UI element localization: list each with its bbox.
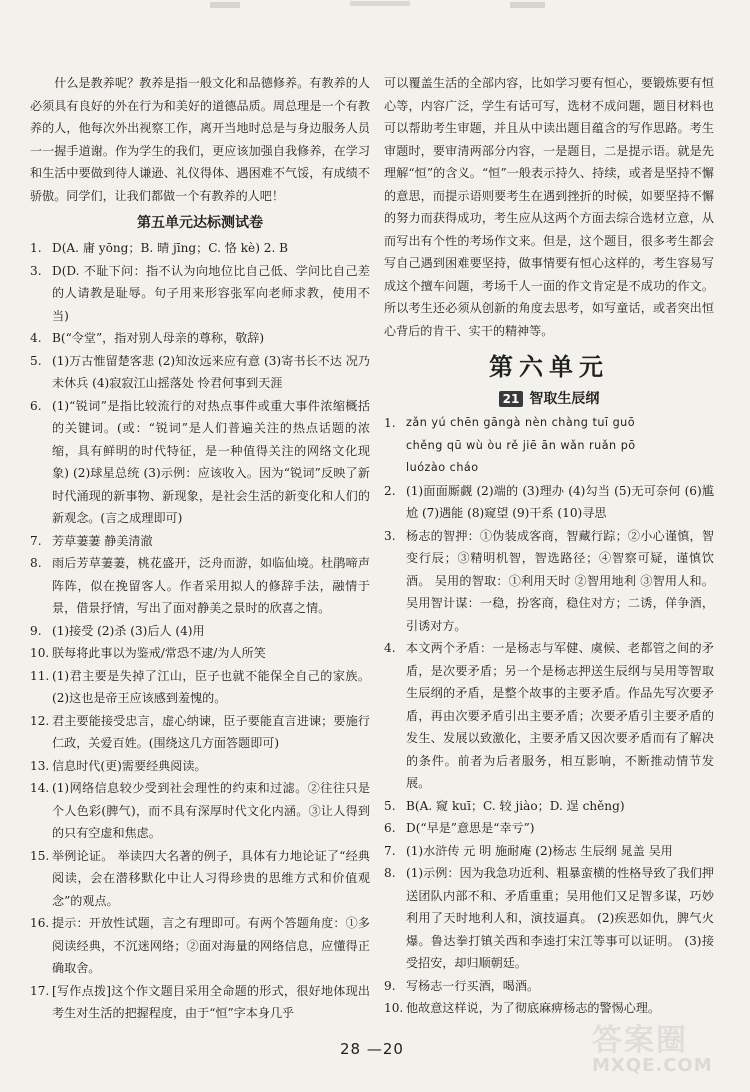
item-number: 10. — [384, 1001, 404, 1015]
item-text: 芳草萋萋 静美清澈 — [52, 533, 153, 548]
list-item — [384, 637, 714, 795]
list-item — [384, 412, 714, 480]
item-text: (1)网络信息较少受到社会理性的约束和过滤。②往往只是个人色彩(脾气)，而不具有深厚时代文化内涵。③让人得到的只有空虚和焦虑。 — [52, 781, 370, 840]
essay-conclusion: 什么是教养呢？教养是指一般文化和品德修养。有教养的人必须具有良好的外在行为和美好的道德品质。周总理是一个有教养的人，他每次外出视察工作，离开当地时总是与身边服务人员一一握手道谢。作为学生的我们，更应该加强自我修养，在学习和生活中要做到待人谦逊、礼仪得体、遇困难不气馁，有成绩不骄傲。同学们，让我们都做一个有教养的人吧！ — [30, 76, 370, 203]
list-item — [384, 862, 714, 975]
item-text: (1)“锐词”是指比较流行的对热点事件或重大事件浓缩概括的关键词。(或：“锐词”是人们普遍关注的热点话题的浓缩，具有鲜明的时代特征，是一种值得关注的网络文化现象) (2)球星总统 (3)示例：应该收入。因为“锐词”反映了新时代涌现的新事物、新现象，是社会生活的新变化和人们的新观念。(言之成理即可) — [52, 398, 370, 525]
item-text: (1)面面厮觑 (2)端的 (3)理办 (4)勾当 (5)无可奈何 (6)尴尬 (7)遇能 (8)窥望 (9)干系 (10)寻思 — [406, 483, 714, 520]
item-text: (1)君主要是失掉了江山，臣子也就不能保全自己的家族。 (2)这也是帝王应该感到羞愧的。 — [52, 668, 370, 705]
item-text: D(D. 不耻下问：指不认为向地位比自己低、学问比自己差的人请教是耻辱。句子用来形容张军向老师求教，使用不当) — [52, 263, 370, 323]
watermark-text: 答案圈 — [592, 1023, 688, 1058]
pinyin-answers — [406, 412, 714, 480]
lesson-header — [384, 388, 714, 410]
pinyin-line: luózào cháo — [406, 461, 479, 474]
list-item — [30, 530, 370, 553]
item-number: 8. — [30, 556, 42, 570]
item-text: 写杨志一行买酒，喝酒。 — [406, 978, 540, 993]
list-item — [30, 912, 370, 980]
item-text: 信息时代(更)需要经典阅读。 — [52, 758, 207, 773]
item-number: 8. — [384, 866, 396, 880]
unit-title: 第六单元 — [489, 353, 609, 381]
item-number: 5. — [30, 353, 42, 368]
item-number: 9. — [30, 623, 42, 638]
item-number: 14. — [30, 781, 50, 795]
item-number: 3. — [384, 528, 396, 543]
list-item — [30, 395, 370, 530]
item-number: 7. — [30, 533, 42, 548]
list-item — [30, 237, 370, 260]
item-number: 11. — [30, 668, 50, 683]
item-number: 5. — [384, 798, 396, 813]
item-text: (1)示例：因为我急功近利、粗暴蛮横的性格导致了我们押送团队内部不和、矛盾重重；吴用他们又足智多谋，巧妙利用了天时地利人和，演技逼真。 (2)疾恶如仇，脾气火爆。鲁达拳打镇关西和李逵打宋江等事可以证明。 (3)接受招安，却归顺朝廷。 — [406, 866, 714, 970]
item-text: (1)万古惟留楚客悲 (2)知汝远来应有意 (3)寄书长不达 况乃未休兵 (4)寂寂江山摇落处 怜君何事到天涯 — [52, 353, 370, 390]
list-item — [384, 480, 714, 525]
watermark-logo — [592, 1015, 742, 1085]
list-item — [384, 817, 714, 840]
list-item — [30, 552, 370, 620]
item-number: 17. — [30, 983, 50, 998]
item-number: 1. — [30, 241, 42, 255]
item-text: 杨志的智押：①伪装成客商，智藏行踪；②小心谨慎，智变行辰；③精明机智，智选路径；④智察可疑，谨慎饮酒。 吴用的智取：①利用天时 ②智用地利 ③智用人和。 吴用智计谋：一稳，扮客商，稳住对方；二诱，佯争酒，引诱对方。 — [406, 528, 714, 633]
list-item — [384, 525, 714, 638]
list-item — [30, 755, 370, 778]
writing-guidance-continued: 可以覆盖生活的全部内容，比如学习要有恒心，要锻炼要有恒心等，内容广泛，学生有话可写，选材不成问题，题目材料也可以帮助考生审题，并且从中读出题目蕴含的写作思路。考生审题时，要审清两部分内容，一是题目，二是提示语。就是先理解“恒”的含义。“恒”一般表示持久、持续，或者是坚持不懈的意思，而提示语则要考生在遇到挫折的时候，如要坚持不懈的努力而获得成功，考生应从这两个方面去综合选材立意，从而写出有个性的考场作文来。但是，这个题目，很多考生都会写自己遇到困难要坚持，做事情要有恒心这样的，考生容易写成这个擅车问题，考场千人一面的作文肯定是不成功的作文。所以考生还必须从创新的角度去思考，如写童话，或者突出恒心背后的肯干、实干的精神等。 — [384, 76, 714, 338]
item-text: [写作点拨]这个作文题目采用全命题的形式，很好地体现出考生对生活的把握程度，由于“恒”字本身几乎 — [52, 983, 370, 1020]
item-number: 16. — [30, 916, 50, 930]
item-text: (1)接受 (2)杀 (3)后人 (4)用 — [52, 623, 205, 638]
item-number: 4. — [384, 641, 396, 655]
item-text: (1)水浒传 元 明 施耐庵 (2)杨志 生辰纲 晁盖 吴用 — [406, 843, 673, 858]
watermark-url: MXQE.COM — [592, 1055, 713, 1076]
left-column — [30, 72, 370, 1025]
list-item — [384, 795, 714, 818]
item-text: 本文两个矛盾：一是杨志与军健、虞候、老都管之间的矛盾，是次要矛盾；另一个是杨志押送生辰纲与吴用等智取生辰纲的矛盾，是整个故事的主要矛盾。作品先写次要矛盾，再由次要矛盾引出主要矛盾；次要矛盾引主要矛盾的发生、发展以致激化，主要矛盾又因次要矛盾而有了解决的条件。前者为后者服务，相互影响，不断推动情节发展。 — [406, 641, 714, 790]
section-heading: 第五单元达标测试卷 — [137, 215, 263, 231]
list-item — [30, 327, 370, 350]
item-text: 提示：开放性试题，言之有理即可。有两个答题角度：①多阅读经典，不沉迷网络；②面对海量的网络信息，应懂得正确取舍。 — [52, 916, 370, 975]
list-item — [30, 665, 370, 710]
item-text: 雨后芳草萋萋，桃花盛开，泛舟而游，如临仙境。杜鹃啼声阵阵，似在挽留客人。作者采用拟人的修辞手法，融情于景，借景抒情，写出了面对静美之景时的欣喜之情。 — [52, 556, 370, 615]
item-number: 2. — [384, 483, 396, 498]
list-item — [384, 840, 714, 863]
item-text: 他故意这样说，为了彻底麻痹杨志的警惕心理。 — [406, 1001, 660, 1015]
item-number: 15. — [30, 848, 50, 863]
item-number: 9. — [384, 978, 396, 993]
item-number: 13. — [30, 758, 50, 773]
list-item — [30, 777, 370, 845]
item-number: 3. — [30, 263, 42, 278]
item-number: 10. — [30, 646, 50, 660]
item-text: 举例论证。 举读四大名著的例子，具体有力地论证了“经典阅读，会在潜移默化中让人习得珍贵的思维方式和价值观念”的观点。 — [52, 848, 370, 908]
pinyin-line: zǎn yú chēn gāngà nèn chàng tuī guō — [406, 416, 636, 429]
item-number: 6. — [384, 821, 396, 835]
item-number: 7. — [384, 843, 396, 858]
list-item — [30, 350, 370, 395]
item-number: 1. — [384, 416, 396, 430]
page-number: 28 —20 — [340, 1040, 404, 1058]
list-item — [30, 710, 370, 755]
item-text: B(“令堂”，指对别人母亲的尊称，敬辞) — [52, 331, 265, 345]
item-number: 4. — [30, 331, 42, 345]
list-item — [30, 642, 370, 665]
list-item — [30, 260, 370, 328]
lesson-title: 智取生辰纲 — [529, 391, 600, 407]
item-text: B(A. 窥 kuī；C. 较 jiào；D. 逞 chěng) — [406, 798, 625, 813]
lesson-number-badge: 21 — [499, 391, 524, 407]
top-scan-smudge — [210, 0, 550, 16]
item-text: D(“早是”意思是“幸亏”) — [406, 821, 535, 835]
pinyin-line: chěng qū wù òu rě jiē ān wǎn ruǎn pō — [406, 438, 636, 452]
item-text: D(A. 庸 yōng；B. 晴 jīng；C. 恪 kè) 2. B — [52, 241, 289, 255]
list-item — [384, 975, 714, 998]
list-item — [30, 980, 370, 1025]
right-column — [384, 72, 714, 1020]
item-number: 6. — [30, 398, 42, 413]
item-text: 君主要能接受忠言，虚心纳谏，臣子要能直言进谏；要施行仁政，关爱百姓。(围绕这几方面答题即可) — [52, 713, 370, 750]
list-item — [30, 845, 370, 913]
left-answer-list — [30, 237, 370, 1025]
item-text: 朕每将此事以为鉴戒/常恐不逮/为人所笑 — [52, 646, 266, 660]
list-item — [30, 620, 370, 643]
item-number: 12. — [30, 713, 50, 728]
right-answer-list — [384, 480, 714, 1020]
